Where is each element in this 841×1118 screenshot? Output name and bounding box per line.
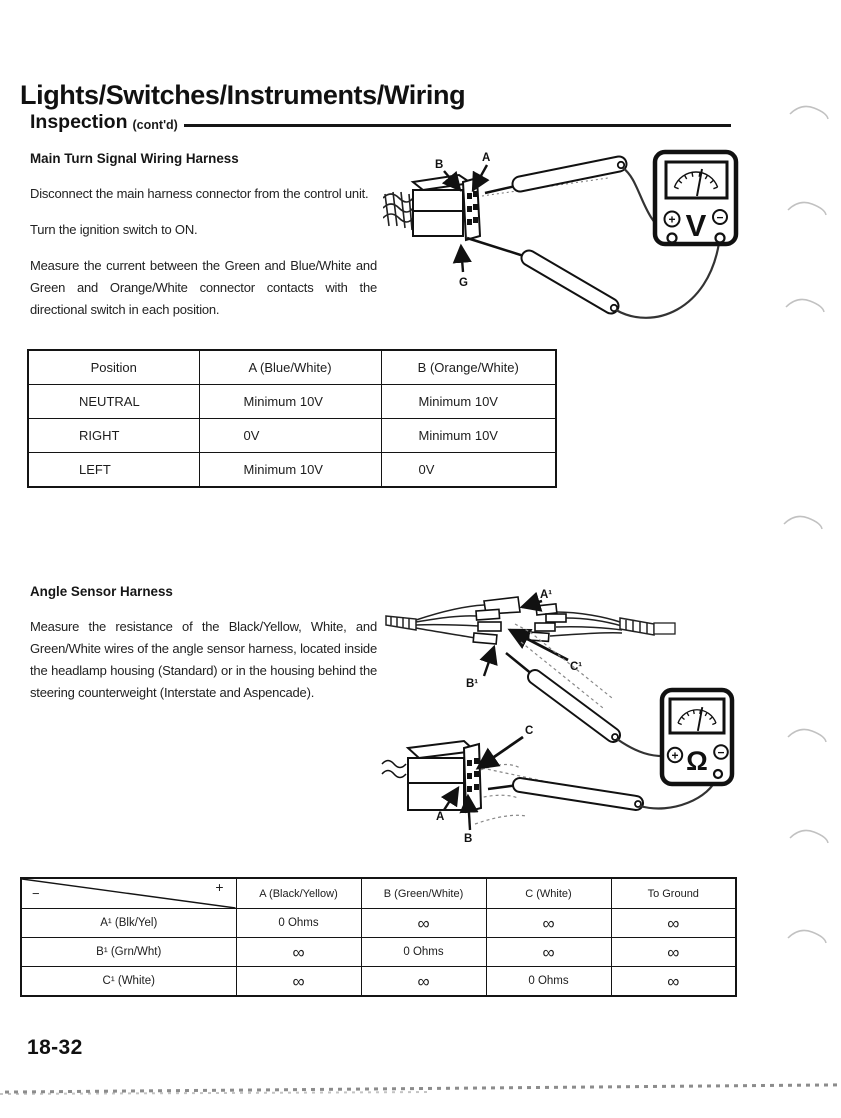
page-curl-mark (786, 198, 828, 218)
polarity-corner-cell (21, 878, 236, 909)
col-header: Position (28, 350, 199, 385)
turn-signal-heading: Main Turn Signal Wiring Harness (30, 151, 239, 166)
volt-symbol: V (685, 208, 707, 243)
diagonal-divider (22, 879, 236, 908)
cell: 0 Ohms (361, 938, 486, 967)
cell: ∞ (361, 909, 486, 938)
col-header: B (Green/White) (361, 878, 486, 909)
section-header (30, 112, 731, 133)
table-header-row (28, 350, 556, 385)
test-probe (488, 785, 641, 807)
cell: 0 Ohms (236, 909, 361, 938)
cell: ∞ (486, 909, 611, 938)
label-c1: C¹ (570, 661, 583, 673)
page-curl-mark (788, 102, 830, 122)
table-row (28, 385, 556, 419)
cell: RIGHT (28, 419, 199, 453)
test-probe (506, 653, 618, 740)
label-a: A (482, 152, 491, 164)
col-header: C (White) (486, 878, 611, 909)
harness-left-terminals (473, 597, 520, 644)
harness-left (386, 605, 484, 638)
table-row (21, 967, 736, 997)
label-a1: A¹ (540, 589, 553, 601)
cell: ∞ (486, 938, 611, 967)
harness-right (550, 612, 675, 636)
turn-signal-section (30, 151, 377, 321)
table-row (21, 909, 736, 938)
plus-sign: + (215, 879, 224, 895)
cell: LEFT (28, 453, 199, 488)
page-curl-mark (786, 725, 828, 745)
row-label: B¹ (Grn/Wht) (21, 938, 236, 967)
cell: Minimum 10V (199, 385, 381, 419)
page-number: 18-32 (27, 1036, 83, 1059)
table-row (28, 453, 556, 488)
cell: ∞ (361, 967, 486, 997)
ohmmeter-icon (662, 690, 732, 784)
row-label: C¹ (White) (21, 967, 236, 997)
cell: Minimum 10V (381, 419, 556, 453)
col-header: To Ground (611, 878, 736, 909)
cell: NEUTRAL (28, 385, 199, 419)
test-probe (467, 238, 617, 311)
cell: ∞ (611, 909, 736, 938)
paragraph: Disconnect the main harness connector from the control unit. (30, 186, 369, 201)
cell: Minimum 10V (381, 385, 556, 419)
cell: ∞ (236, 938, 361, 967)
label-b: B (464, 833, 473, 845)
cell: 0V (381, 453, 556, 488)
section-header-suffix: (cont'd) (132, 118, 178, 132)
cell: 0 Ohms (486, 967, 611, 997)
page-curl-mark (782, 512, 824, 532)
cell: 0V (199, 419, 381, 453)
wiring-cable (383, 192, 413, 230)
paragraph: Measure the resistance of the Black/Yellow, White, and Green/White wires of the angle sensor harness, located inside the headlamp housing (Standard) or in the housing behind the steering counterweight (Interstate and Aspencade). (30, 619, 377, 700)
table-row (21, 938, 736, 967)
angle-sensor-section (30, 584, 377, 704)
table-row (28, 419, 556, 453)
label-g: G (459, 277, 468, 289)
test-probe (485, 162, 624, 193)
turn-signal-test-diagram (383, 138, 743, 338)
voltmeter-icon (655, 152, 736, 244)
ohm-symbol: Ω (686, 746, 708, 776)
col-header: A (Blue/White) (199, 350, 381, 385)
angle-sensor-heading: Angle Sensor Harness (30, 584, 173, 599)
page-curl-mark (784, 295, 826, 315)
minus-terminal-icon: − (717, 745, 725, 760)
paragraph: Measure the current between the Green and Blue/White and Green and Orange/White connector contacts with the directional switch in each position. (30, 258, 377, 317)
page-curl-mark (788, 826, 830, 846)
page-title: Lights/Switches/Instruments/Wiring (20, 80, 466, 110)
meter-lead-wire (616, 243, 719, 318)
turn-signal-voltage-table (27, 349, 557, 488)
connector-icon (382, 741, 481, 812)
cell: ∞ (611, 938, 736, 967)
label-b: B (435, 159, 444, 171)
plus-terminal-icon: + (668, 212, 676, 227)
col-header: A (Black/Yellow) (236, 878, 361, 909)
cell: ∞ (236, 967, 361, 997)
cell: Minimum 10V (199, 453, 381, 488)
section-header-title: Inspection (30, 111, 128, 133)
cell: ∞ (611, 967, 736, 997)
paragraph: Turn the ignition switch to ON. (30, 222, 198, 237)
page-curl-mark (786, 926, 828, 946)
angle-sensor-resistance-table (20, 877, 737, 997)
label-c: C (525, 725, 534, 737)
label-b1: B¹ (466, 678, 479, 690)
section-header-rule (184, 124, 731, 127)
minus-sign: − (32, 886, 40, 901)
angle-sensor-test-diagram (380, 572, 745, 872)
plus-terminal-icon: + (671, 748, 679, 763)
col-header: B (Orange/White) (381, 350, 556, 385)
minus-terminal-icon: − (716, 210, 724, 225)
row-label: A¹ (Blk/Yel) (21, 909, 236, 938)
table-header-row (21, 878, 736, 909)
label-a: A (436, 811, 445, 823)
